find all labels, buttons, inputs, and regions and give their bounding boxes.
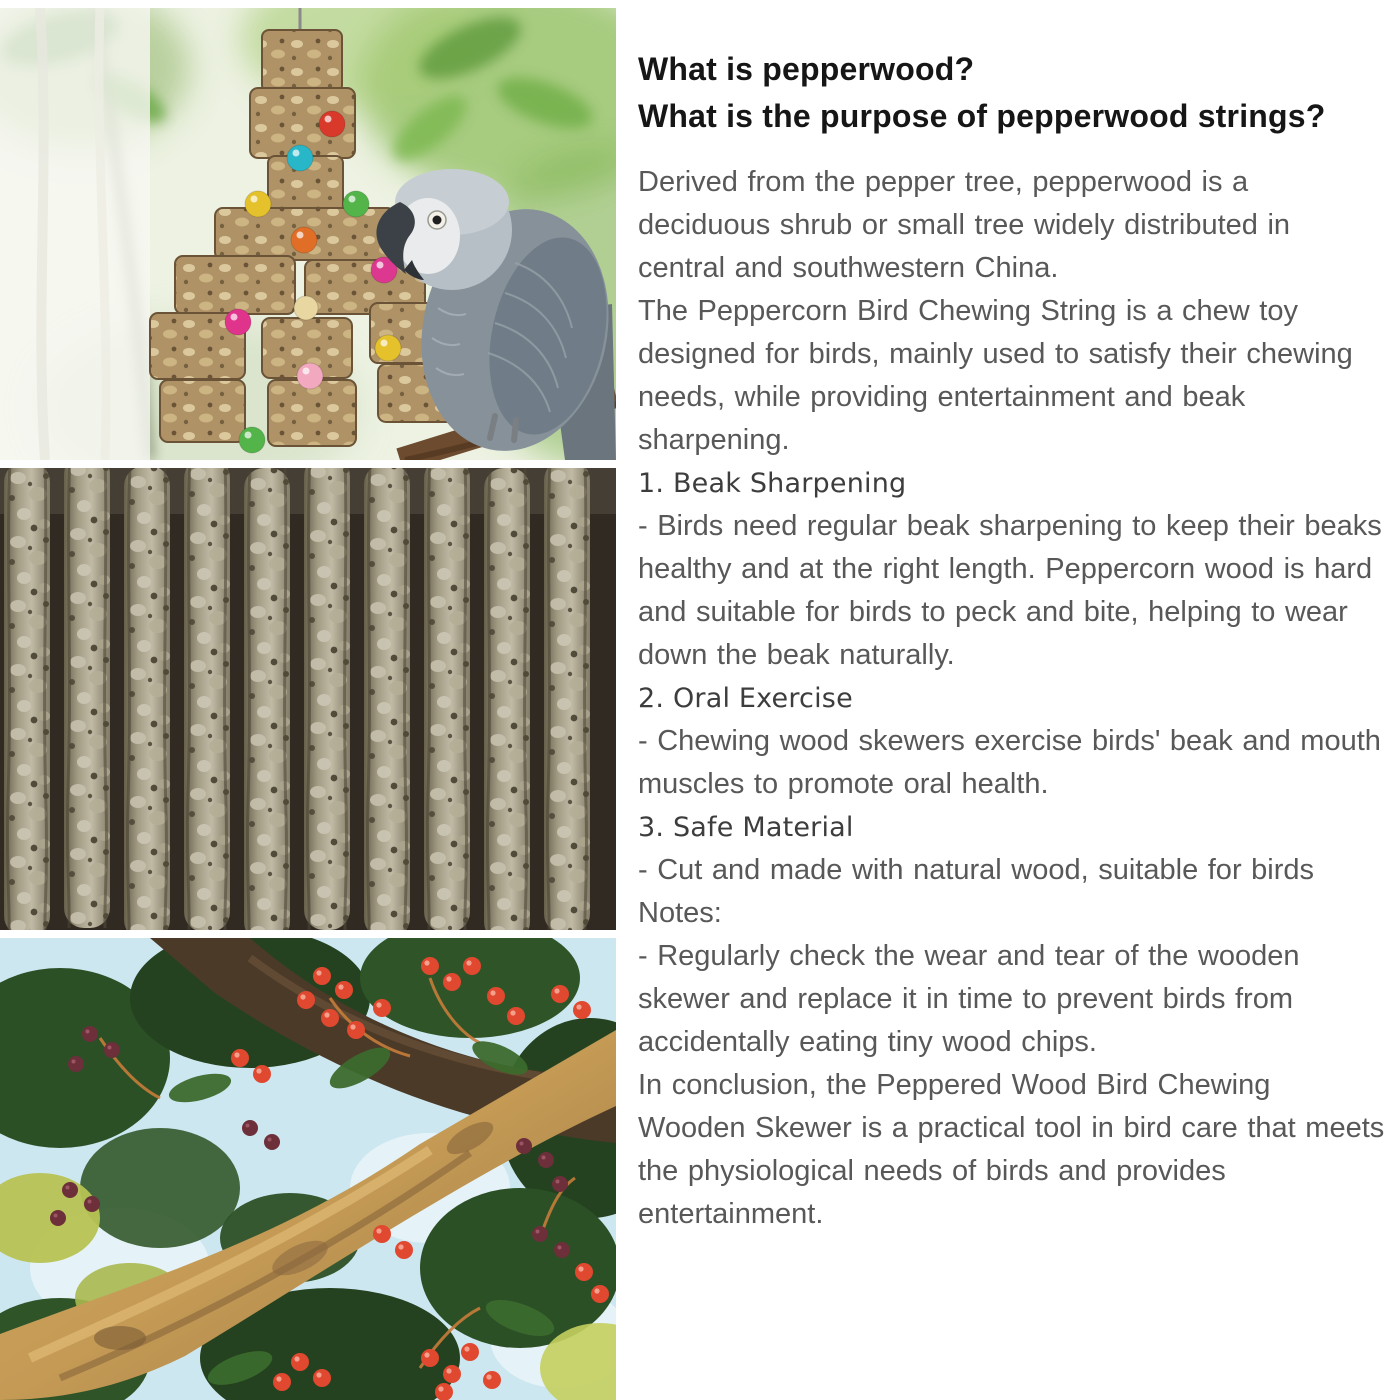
pepperwood-sticks-illustration — [0, 468, 616, 930]
image-parrot-with-chew-toy — [0, 8, 616, 460]
pepper-tree-illustration — [0, 938, 616, 1400]
section-title-safe-material: 3. Safe Material — [638, 812, 854, 843]
section-text-oral-exercise: - Chewing wood skewers exercise birds' beak and mouth muscles to promote oral health. — [638, 725, 1381, 800]
parrot-toy-illustration — [0, 8, 616, 460]
section-text-safe-material: - Cut and made with natural wood, suitable for birds — [638, 854, 1315, 886]
notes-label: Notes: — [638, 897, 722, 929]
section-text-beak-sharpening: - Birds need regular beak sharpening to keep their beaks healthy and at the right length. Peppercorn wood is hard and suitable for birds to peck and bite, helping to wear down the beak naturally. — [638, 510, 1382, 671]
notes-text: - Regularly check the wear and tear of the wooden skewer and replace it in time to prevent birds from accidentally eating tiny wood chips. — [638, 940, 1300, 1058]
conclusion-text: In conclusion, the Peppered Wood Bird Chewing Wooden Skewer is a practical tool in bird care that meets the physiological needs of birds and provides entertainment. — [638, 1069, 1385, 1230]
intro-paragraph-2: The Peppercorn Bird Chewing String is a chew toy designed for birds, mainly used to satisfy their chewing needs, while providing entertainment and beak sharpening. — [638, 295, 1353, 456]
intro-paragraph-1: Derived from the pepper tree, pepperwood is a deciduous shrub or small tree widely distributed in central and southwestern China. — [638, 166, 1291, 284]
title-line-2: What is the purpose of pepperwood strings? — [638, 98, 1326, 134]
image-pepperwood-sticks — [0, 468, 616, 930]
page-title — [638, 46, 1386, 140]
title-line-1: What is pepperwood? — [638, 51, 975, 87]
image-pepper-tree-berries — [0, 938, 616, 1400]
section-title-oral-exercise: 2. Oral Exercise — [638, 683, 853, 714]
description-panel — [638, 46, 1386, 1236]
curtain — [0, 8, 150, 460]
section-title-beak-sharpening: 1. Beak Sharpening — [638, 468, 907, 499]
